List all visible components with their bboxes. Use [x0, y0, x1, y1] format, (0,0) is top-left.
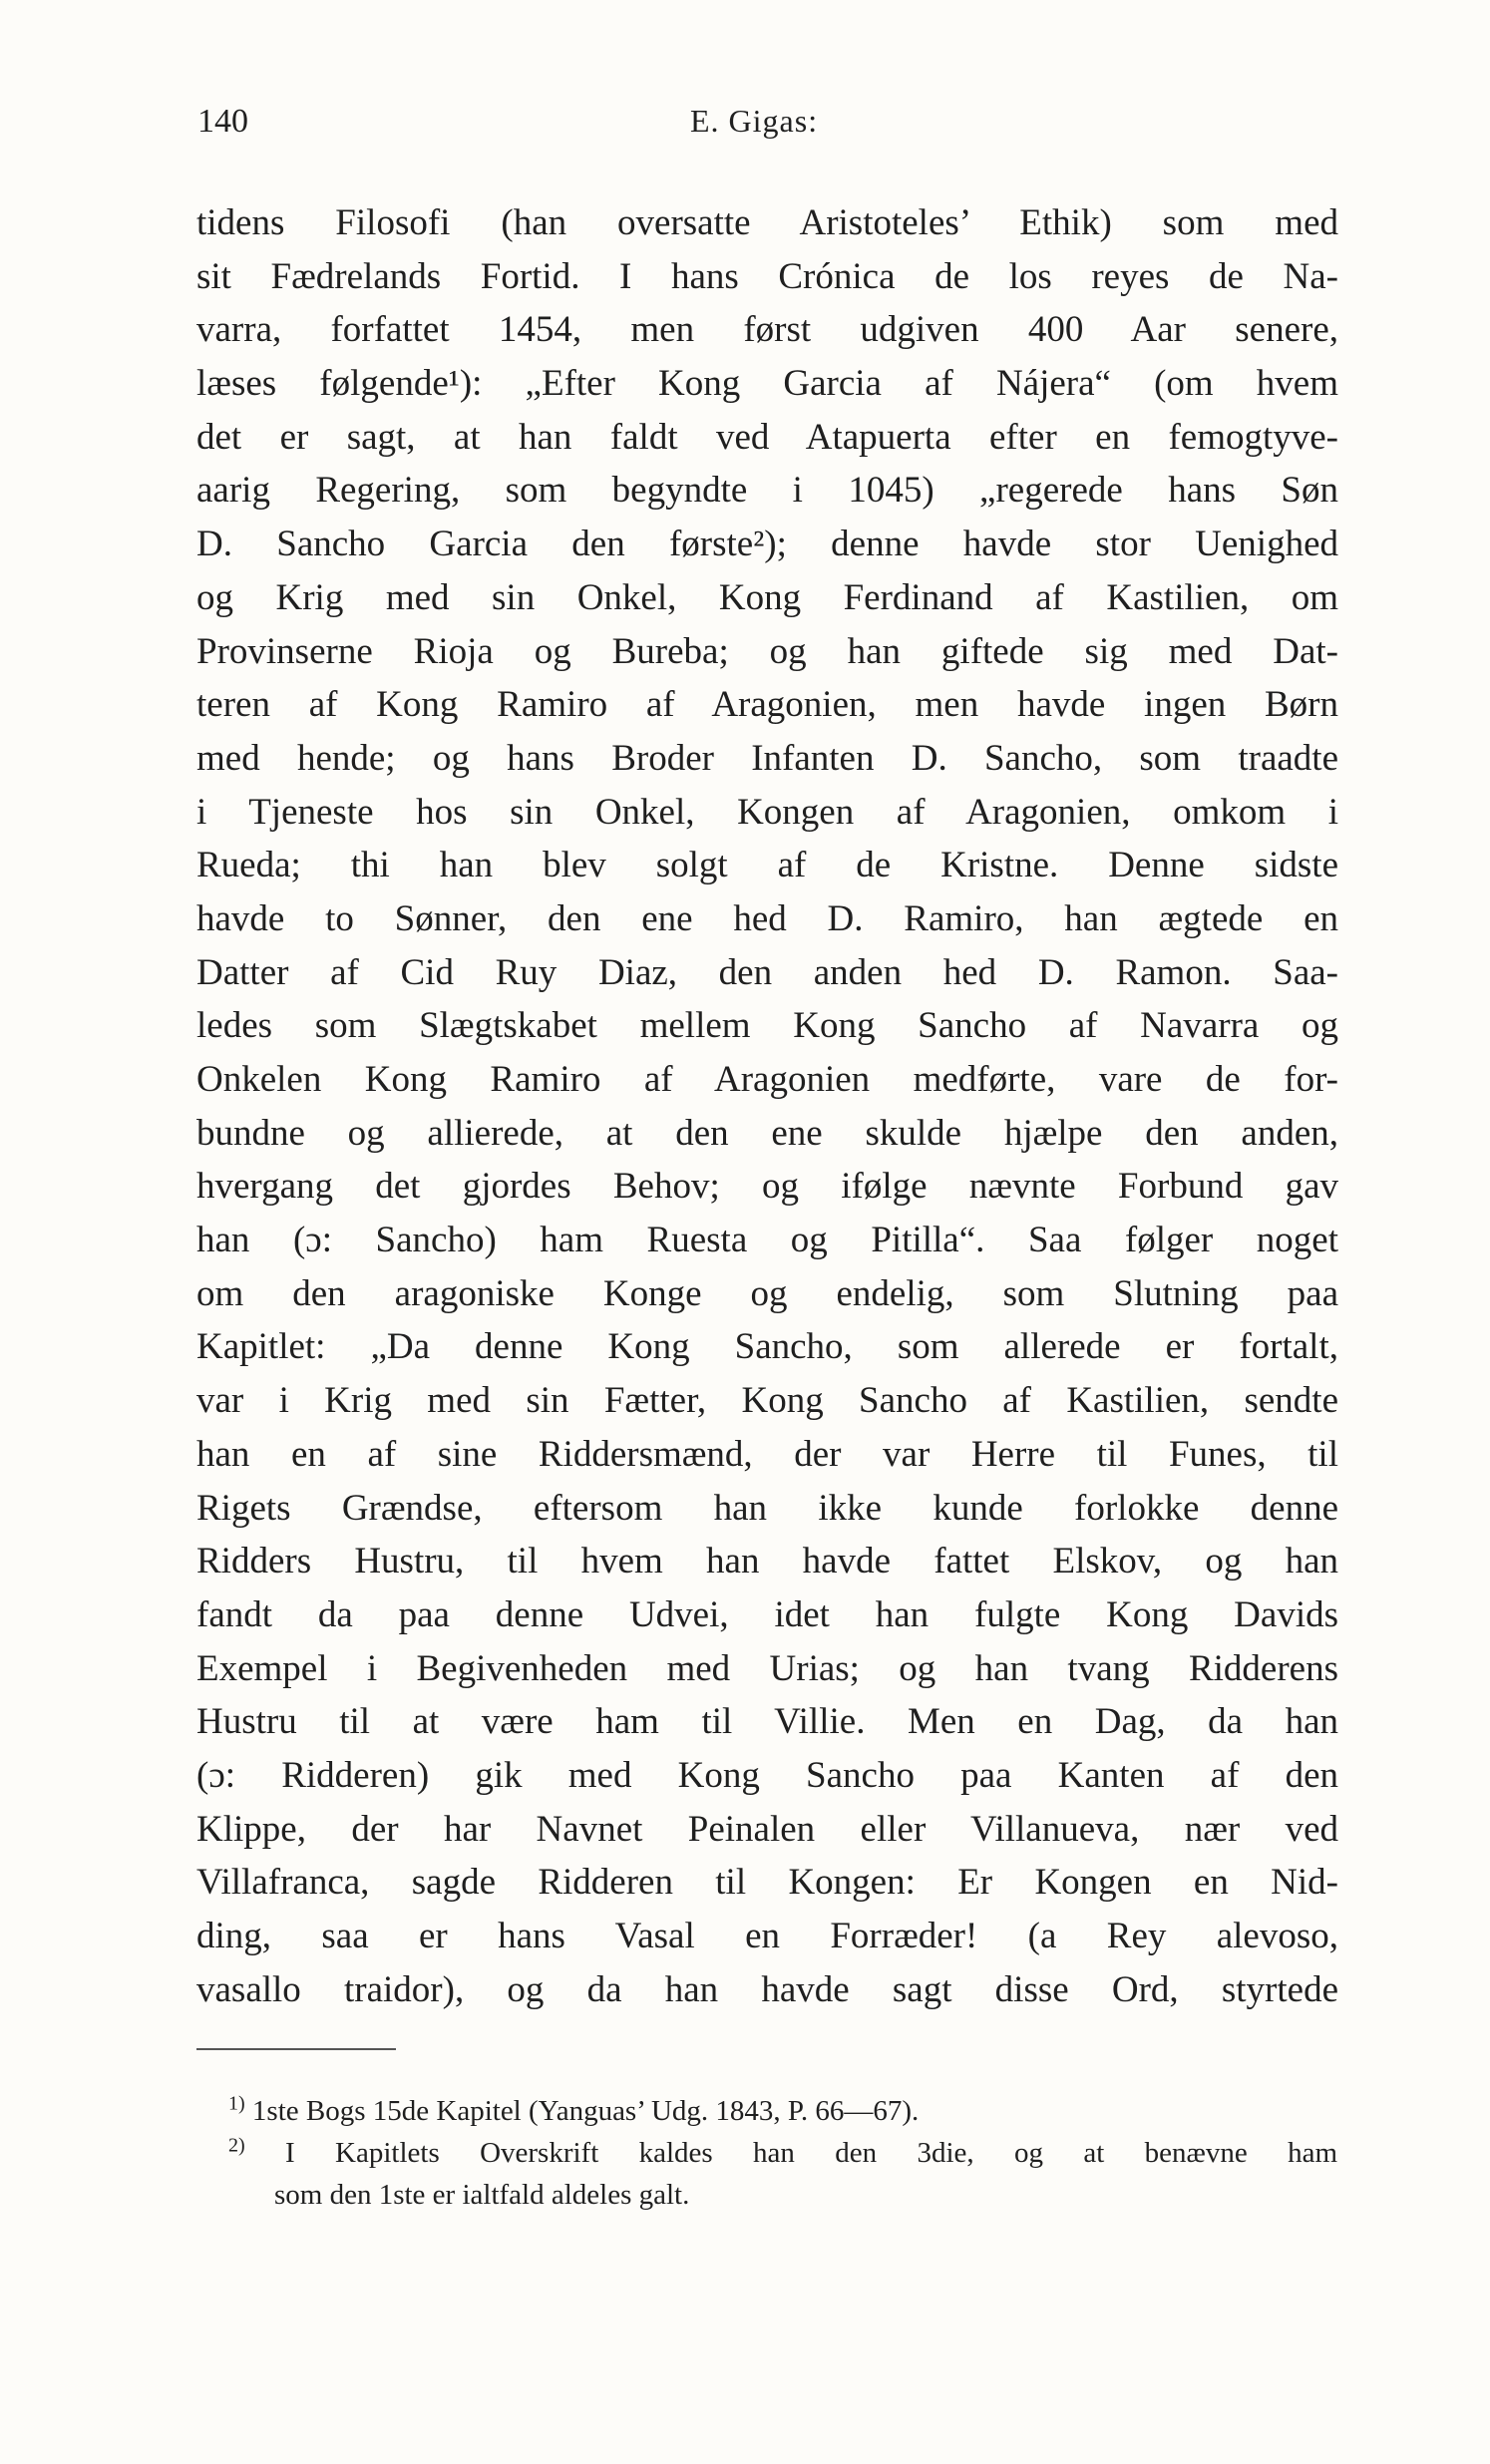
text-line: sit Fædrelands Fortid. I hans Crónica de los reyes de Na-: [196, 255, 1338, 297]
text-line: (ɔ: Ridderen) gik med Kong Sancho paa Kanten af den: [196, 1754, 1338, 1796]
text-line: Kapitlet: „Da denne Kong Sancho, som allerede er fortalt,: [196, 1326, 1338, 1368]
text-line: Rigets Grændse, eftersom han ikke kunde forlokke denne: [196, 1487, 1338, 1529]
footnote-text: som den 1ste er ialtfald aldeles galt.: [274, 2179, 690, 2211]
body-text: [196, 196, 1338, 2016]
footnote-2-continued: [228, 2174, 1337, 2216]
text-line: Hustru til at være ham til Villie. Men en Dag, da han: [196, 1701, 1338, 1743]
text-line: ledes som Slægtskabet mellem Kong Sancho af Navarra og: [196, 1005, 1338, 1047]
text-line: havde to Sønner, den ene hed D. Ramiro, han ægtede en: [196, 897, 1338, 939]
text-line: teren af Kong Ramiro af Aragonien, men havde ingen Børn: [196, 684, 1338, 726]
text-line: bundne og allierede, at den ene skulde hjælpe den anden,: [196, 1112, 1338, 1154]
footnote-rule: [196, 2048, 396, 2050]
text-line: ding, saa er hans Vasal en Forræder! (a Rey alevoso,: [196, 1916, 1338, 1956]
text-line: læses følgende¹): „Efter Kong Garcia af Nájera“ (om hvem: [196, 363, 1338, 405]
text-line: Villafranca, sagde Ridderen til Kongen: Er Kongen en Nid-: [196, 1862, 1338, 1904]
text-line: med hende; og hans Broder Infanten D. Sancho, som traadte: [196, 737, 1338, 779]
text-line: det er sagt, at han faldt ved Atapuerta efter en femogtyve-: [196, 416, 1338, 458]
text-line: Provinserne Rioja og Bureba; og han giftede sig med Dat-: [196, 630, 1338, 672]
footnote-text: I Kapitlets Overskrift kaldes han den 3die, og at benævne ham: [285, 2137, 1338, 2169]
footnote-1: [228, 2090, 1337, 2132]
text-line: Klippe, der har Navnet Peinalen eller Villanueva, nær ved: [196, 1808, 1338, 1850]
running-head: E. Gigas:: [690, 103, 819, 139]
text-line: Onkelen Kong Ramiro af Aragonien medførte, vare de for-: [196, 1059, 1338, 1100]
page-number: 140: [197, 103, 248, 140]
text-line: og Krig med sin Onkel, Kong Ferdinand af Kastilien, om: [196, 576, 1338, 618]
page-header: [197, 103, 1334, 153]
text-line: Rueda; thi han blev solgt af de Kristne. Denne sidste: [196, 845, 1338, 886]
text-line: han en af sine Riddersmænd, der var Herre til Funes, til: [196, 1433, 1338, 1475]
text-line: om den aragoniske Konge og endelig, som Slutning paa: [196, 1272, 1338, 1314]
text-line: D. Sancho Garcia den første²); denne havde stor Uenighed: [196, 524, 1338, 565]
text-line: han (ɔ: Sancho) ham Ruesta og Pitilla“. Saa følger noget: [196, 1220, 1338, 1261]
text-line: aarig Regering, som begyndte i 1045) „regerede hans Søn: [196, 470, 1338, 512]
text-line: hvergang det gjordes Behov; og ifølge nævnte Forbund gav: [196, 1166, 1338, 1208]
text-line: vasallo traidor), og da han havde sagt disse Ord, styrtede: [196, 1968, 1338, 2010]
text-line: Ridders Hustru, til hvem han havde fattet Elskov, og han: [196, 1541, 1338, 1583]
text-line: i Tjeneste hos sin Onkel, Kongen af Aragonien, omkom i: [196, 791, 1338, 833]
text-line: Datter af Cid Ruy Diaz, den anden hed D. Ramon. Saa-: [196, 951, 1338, 993]
footnote-marker: 2): [228, 2134, 245, 2157]
text-line: Exempel i Begivenheden med Urias; og han tvang Ridderens: [196, 1647, 1338, 1689]
footnotes: [228, 2090, 1337, 2216]
text-line: varra, forfattet 1454, men først udgiven 400 Aar senere,: [196, 309, 1338, 351]
footnote-2: [228, 2132, 1337, 2174]
text-line: tidens Filosofi (han oversatte Aristoteles’ Ethik) som med: [196, 202, 1338, 243]
text-line: var i Krig med sin Fætter, Kong Sancho af Kastilien, sendte: [196, 1380, 1338, 1422]
footnote-text: 1ste Bogs 15de Kapitel (Yanguas’ Udg. 1843, P. 66—67).: [251, 2095, 920, 2127]
footnote-marker: 1): [228, 2092, 245, 2115]
text-line: fandt da paa denne Udvei, idet han fulgte Kong Davids: [196, 1593, 1338, 1635]
